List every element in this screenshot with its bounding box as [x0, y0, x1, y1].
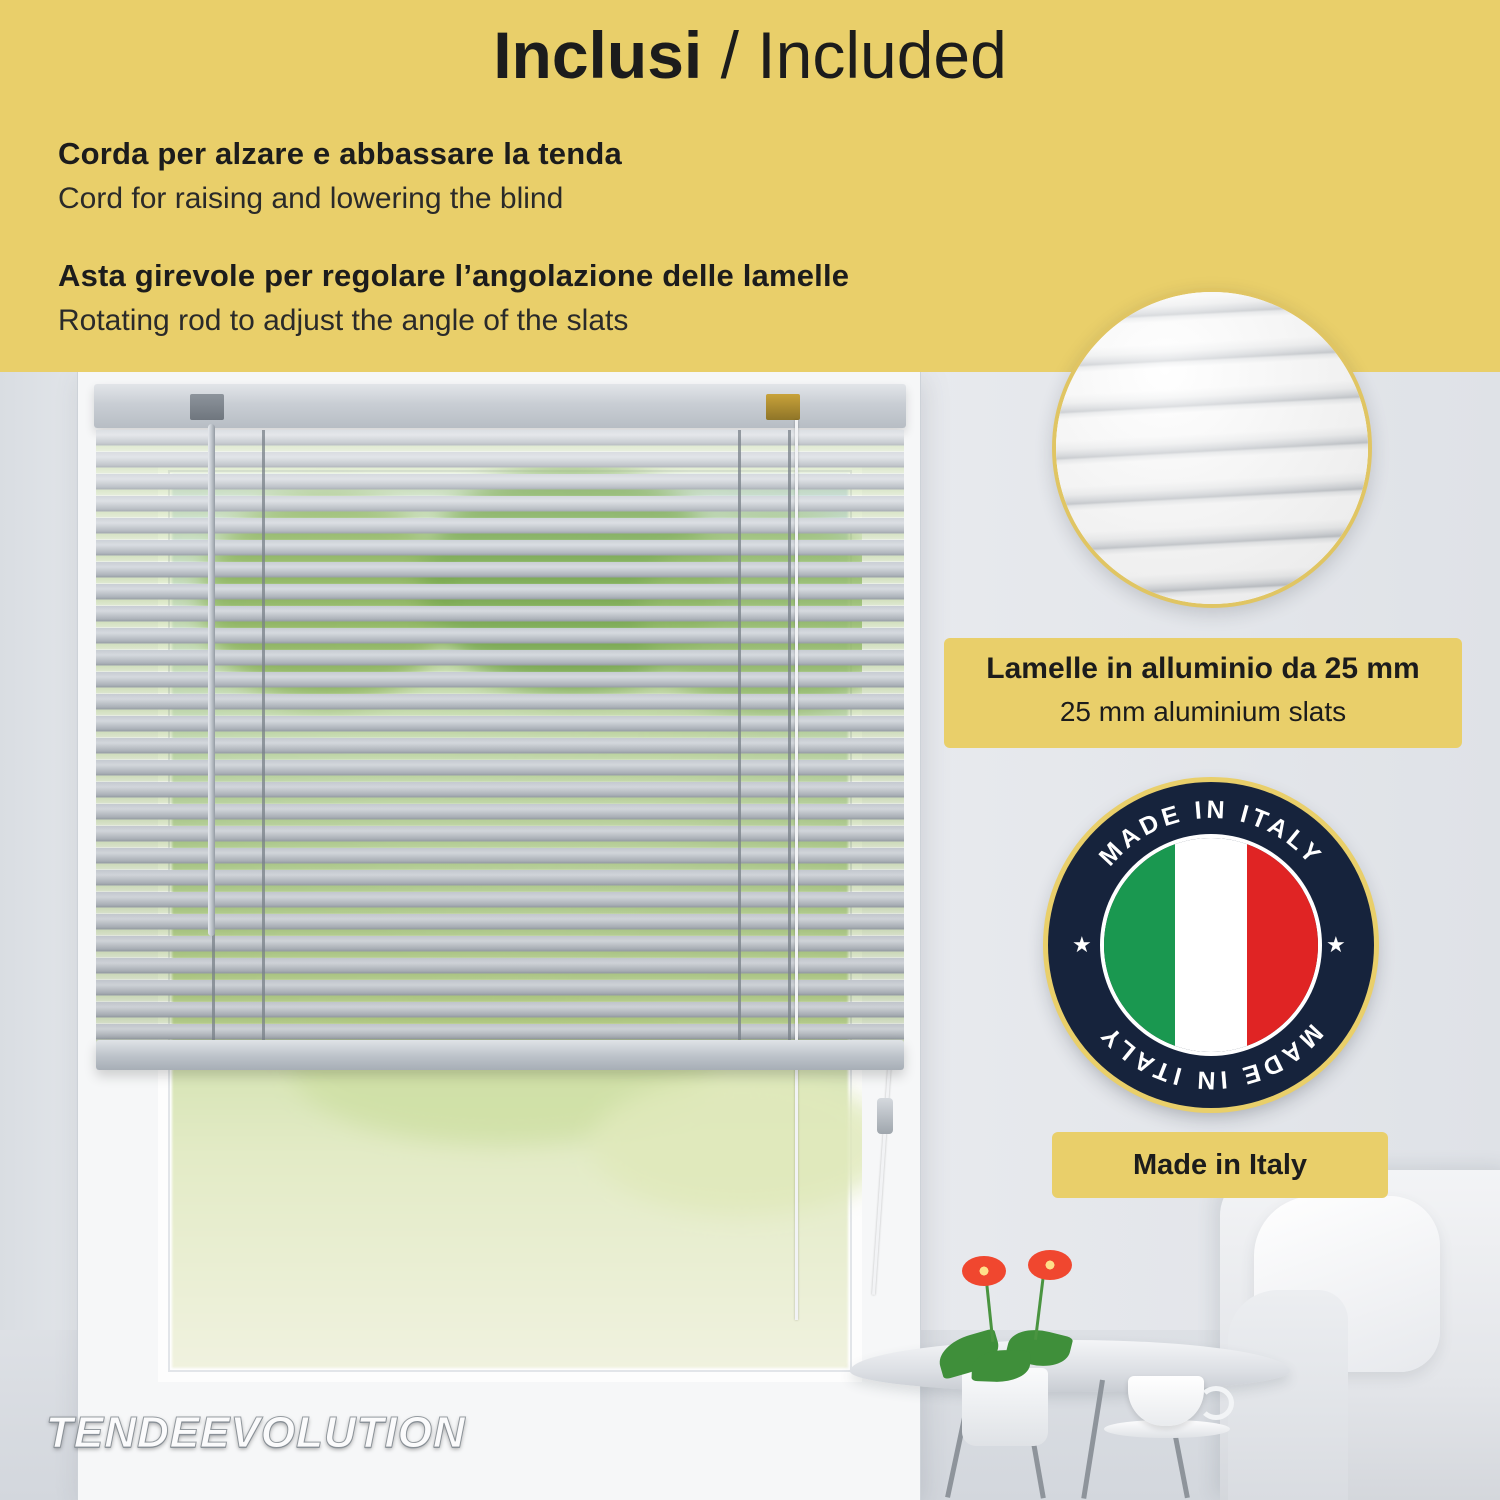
headrail-bracket-right — [766, 394, 800, 420]
slats-callout-box — [944, 638, 1462, 748]
feature-cord — [58, 136, 622, 216]
feature-cord-english: Cord for raising and lowering the blind — [58, 182, 564, 215]
banner-title-separator: / — [720, 18, 739, 92]
lift-cord[interactable] — [795, 420, 798, 1320]
tilt-rod[interactable] — [208, 424, 215, 936]
star-icon: ★ — [1072, 932, 1092, 957]
side-table — [850, 1340, 1290, 1500]
cup-handle — [1198, 1386, 1234, 1420]
lawn-blob — [592, 1074, 862, 1214]
ladder-cord — [738, 430, 741, 1042]
slats-callout-italian: Lamelle in alluminio da 25 mm — [986, 652, 1420, 685]
blind-slats — [96, 430, 904, 1058]
headrail-bracket-left — [190, 394, 224, 420]
feature-rod — [58, 258, 849, 338]
feature-rod-english: Rotating rod to adjust the angle of the slats — [58, 304, 629, 337]
made-in-italy-badge — [1048, 782, 1374, 1108]
badge-bottom-text: MADE IN ITALY — [1093, 1018, 1329, 1095]
feature-rod-italian: Asta girevole per regolare l’angolazione delle lamelle — [58, 258, 850, 293]
flower — [962, 1256, 1006, 1286]
slat-closeup-shading — [1056, 292, 1368, 604]
table-leg — [1081, 1380, 1105, 1499]
banner-title — [0, 18, 1500, 92]
badge-top-text: MADE IN ITALY — [1093, 795, 1329, 872]
slats-callout-english: 25 mm aluminium slats — [1059, 696, 1347, 727]
blind-bottom-rail — [96, 1040, 904, 1070]
blind-headrail — [94, 384, 906, 428]
star-icon: ★ — [1326, 932, 1346, 957]
flower — [1028, 1250, 1072, 1280]
made-in-italy-label: Made in Italy — [1052, 1132, 1388, 1198]
ladder-cord — [788, 430, 791, 1042]
slat-closeup-circle — [1052, 288, 1372, 608]
slat-light-gaps — [96, 430, 904, 1058]
banner-title-english: Included — [757, 18, 1007, 92]
brand-watermark: TENDEEVOLUTION — [46, 1408, 466, 1457]
ladder-cord — [262, 430, 265, 1042]
cord-lock[interactable] — [877, 1098, 893, 1134]
feature-cord-italian: Corda per alzare e abbassare la tenda — [58, 136, 622, 171]
banner-title-italian: Inclusi — [493, 18, 703, 92]
